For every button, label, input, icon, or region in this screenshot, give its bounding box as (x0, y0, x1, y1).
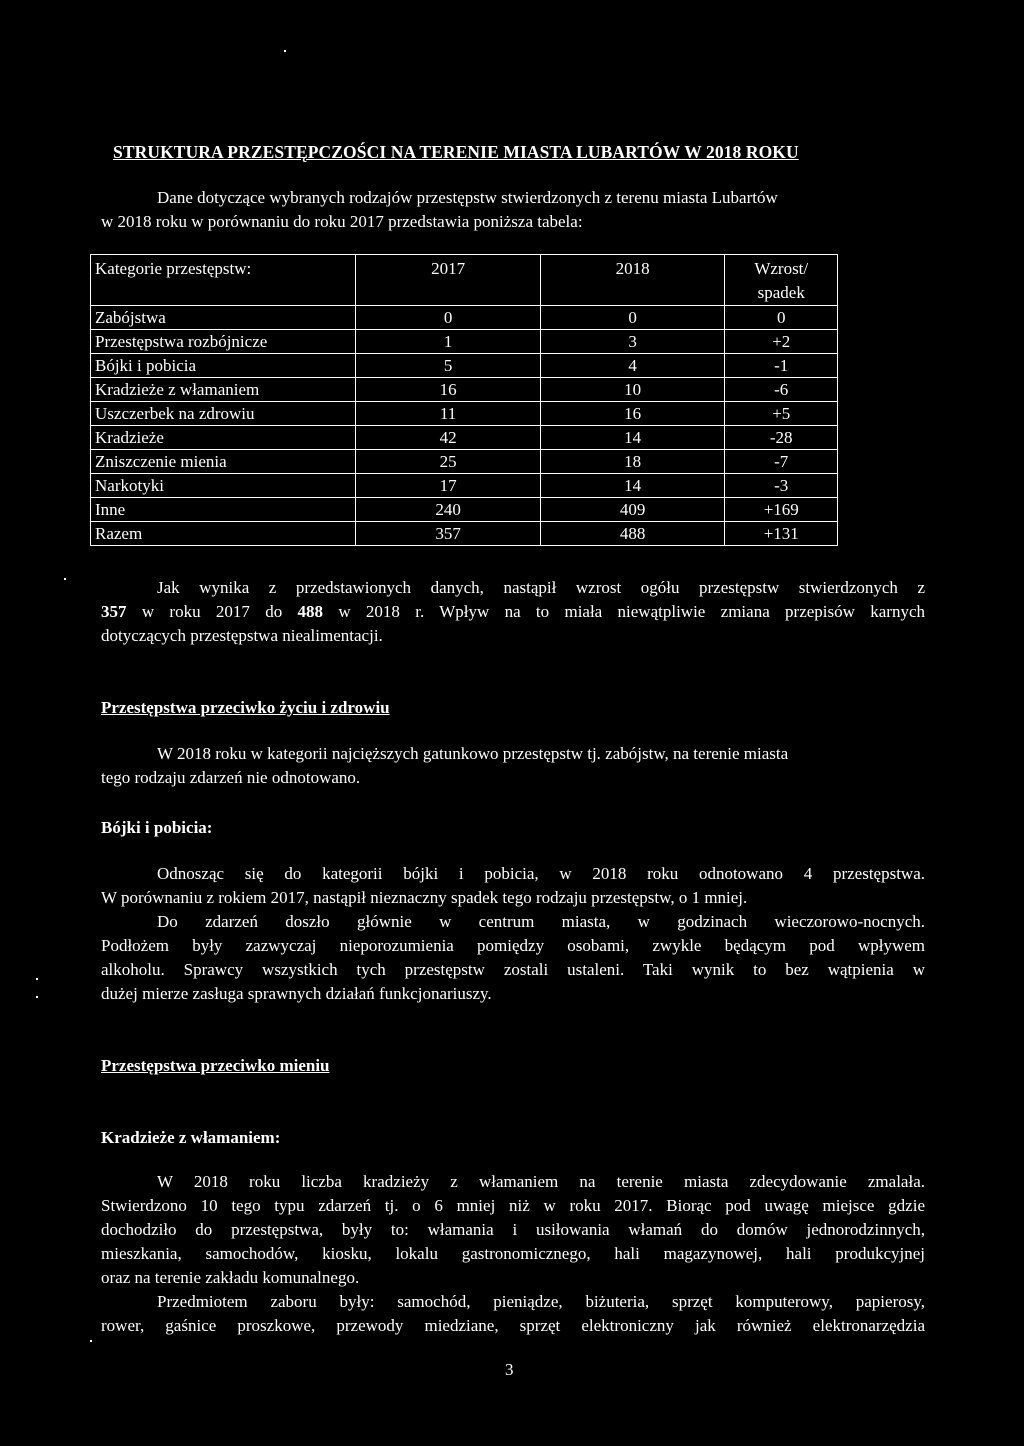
row-category: Kradzieże (91, 426, 356, 450)
page-number: 3 (505, 1360, 514, 1379)
table-row (91, 450, 838, 474)
section2-line: Podłożem były zazwyczaj nieporozumienia pomiędzy osobami, zwykle będącym pod wpływem (101, 936, 925, 955)
table-row (91, 474, 838, 498)
table-row (91, 426, 838, 450)
subheading-burglary: Kradzieże z włamaniem: (101, 1128, 281, 1147)
table-row (91, 402, 838, 426)
intro-line: w 2018 roku w porównaniu do roku 2017 przedstawia poniższa tabela: (101, 212, 583, 231)
row-2018: 0 (540, 306, 725, 330)
section-heading-fights: Bójki i pobicia: (101, 818, 213, 837)
summary-text: w roku 2017 do (126, 602, 298, 621)
table-row (91, 306, 838, 330)
scan-speck (36, 996, 38, 998)
summary-line (101, 600, 925, 624)
row-category: Kradzieże z włamaniem (91, 378, 356, 402)
table-row (91, 498, 838, 522)
section3-line: mieszkania, samochodów, kiosku, lokalu gastronomicznego, hali magazynowej, hali produkcyjnej (101, 1244, 925, 1263)
row-2017: 1 (356, 330, 541, 354)
row-2018: 3 (540, 330, 725, 354)
table-header-row (91, 255, 838, 306)
row-2017: 11 (356, 402, 541, 426)
row-2018: 409 (540, 498, 725, 522)
row-2017: 0 (356, 306, 541, 330)
section-heading-life-health: Przestępstwa przeciwko życiu i zdrowiu (101, 698, 390, 717)
intro-line: Dane dotyczące wybranych rodzajów przestępstw stwierdzonych z terenu miasta Lubartów (157, 188, 778, 207)
section3-line: Stwierdzono 10 tego typu zdarzeń tj. o 6 mniej niż w roku 2017. Biorąc pod uwagę miejsce gdzie (101, 1196, 925, 1215)
row-change: -3 (725, 474, 838, 498)
crime-statistics-table (90, 254, 838, 546)
table-row (91, 378, 838, 402)
row-category: Narkotyki (91, 474, 356, 498)
row-category: Razem (91, 522, 356, 546)
section3-line: W 2018 roku liczba kradzieży z włamaniem na terenie miasta zdecydowanie zmalała. (157, 1172, 925, 1191)
section3-line: dochodziło do przestępstwa, były to: włamania i usiłowania włamań do domów jednorodzinnych, (101, 1220, 925, 1239)
section2-line: Odnosząc się do kategorii bójki i pobicia, w 2018 roku odnotowano 4 przestępstwa. (157, 864, 925, 883)
scan-speck (64, 578, 66, 580)
section1-paragraph (101, 742, 925, 790)
count-2017: 357 (101, 602, 127, 621)
row-2018: 18 (540, 450, 725, 474)
summary-paragraph (101, 576, 925, 648)
summary-line: Jak wynika z przedstawionych danych, nastąpił wzrost ogółu przestępstw stwierdzonych z (157, 578, 925, 597)
header-2018: 2018 (540, 255, 725, 306)
section3-line: Przedmiotem zaboru były: samochód, pieniądze, biżuteria, sprzęt komputerowy, papierosy, (157, 1292, 925, 1311)
row-change: -28 (725, 426, 838, 450)
summary-text: w 2018 r. Wpływ na to miała niewątpliwie zmiana przepisów karnych (323, 602, 925, 621)
row-category: Przestępstwa rozbójnicze (91, 330, 356, 354)
row-change: -6 (725, 378, 838, 402)
row-category: Uszczerbek na zdrowiu (91, 402, 356, 426)
row-2018: 10 (540, 378, 725, 402)
header-2017: 2017 (356, 255, 541, 306)
row-2017: 25 (356, 450, 541, 474)
row-2017: 16 (356, 378, 541, 402)
section2-line: alkoholu. Sprawcy wszystkich tych przestępstw zostali ustaleni. Taki wynik to bez wątpienia w (101, 960, 925, 979)
row-2018: 14 (540, 474, 725, 498)
page-title: STRUKTURA PRZESTĘPCZOŚCI NA TERENIE MIASTA LUBARTÓW W 2018 ROKU (113, 142, 799, 162)
row-2017: 42 (356, 426, 541, 450)
row-2017: 17 (356, 474, 541, 498)
table-row (91, 354, 838, 378)
section1-line: W 2018 roku w kategorii najcięższych gatunkowo przestępstw tj. zabójstw, na terenie miasta (157, 744, 789, 763)
row-2018: 14 (540, 426, 725, 450)
table-row (91, 522, 838, 546)
row-category: Bójki i pobicia (91, 354, 356, 378)
header-change: Wzrost/ spadek (725, 255, 838, 306)
row-change: +2 (725, 330, 838, 354)
row-category: Zniszczenie mienia (91, 450, 356, 474)
section-heading-property: Przestępstwa przeciwko mieniu (101, 1056, 330, 1075)
scan-speck (284, 50, 286, 52)
row-change: -7 (725, 450, 838, 474)
row-change: 0 (725, 306, 838, 330)
section3-line: rower, gaśnice proszkowe, przewody miedziane, sprzęt elektroniczny jak również elektronarzędzia (101, 1316, 925, 1335)
scan-speck (36, 978, 38, 980)
row-2017: 5 (356, 354, 541, 378)
row-2017: 357 (356, 522, 541, 546)
table-row (91, 330, 838, 354)
row-change: +169 (725, 498, 838, 522)
summary-line: dotyczących przestępstwa niealimentacji. (101, 626, 383, 645)
section1-line: tego rodzaju zdarzeń nie odnotowano. (101, 768, 361, 787)
section2-line: Do zdarzeń doszło głównie w centrum miasta, w godzinach wieczorowo-nocnych. (157, 912, 925, 931)
row-change: +5 (725, 402, 838, 426)
header-category: Kategorie przestępstw: (91, 255, 356, 306)
section2-line: W porównaniu z rokiem 2017, nastąpił nieznaczny spadek tego rodzaju przestępstw, o 1 mniej. (101, 888, 748, 907)
scan-speck (90, 1340, 92, 1342)
row-2017: 240 (356, 498, 541, 522)
section2-line: dużej mierze zasługa sprawnych działań funkcjonariuszy. (101, 984, 492, 1003)
section2-paragraph (101, 862, 925, 1006)
section3-paragraph (101, 1170, 925, 1338)
count-2018: 488 (297, 602, 324, 621)
intro-paragraph (101, 186, 919, 234)
row-category: Inne (91, 498, 356, 522)
row-change: +131 (725, 522, 838, 546)
section3-line: oraz na terenie zakładu komunalnego. (101, 1268, 360, 1287)
row-category: Zabójstwa (91, 306, 356, 330)
row-2018: 4 (540, 354, 725, 378)
row-2018: 16 (540, 402, 725, 426)
row-2018: 488 (540, 522, 725, 546)
row-change: -1 (725, 354, 838, 378)
